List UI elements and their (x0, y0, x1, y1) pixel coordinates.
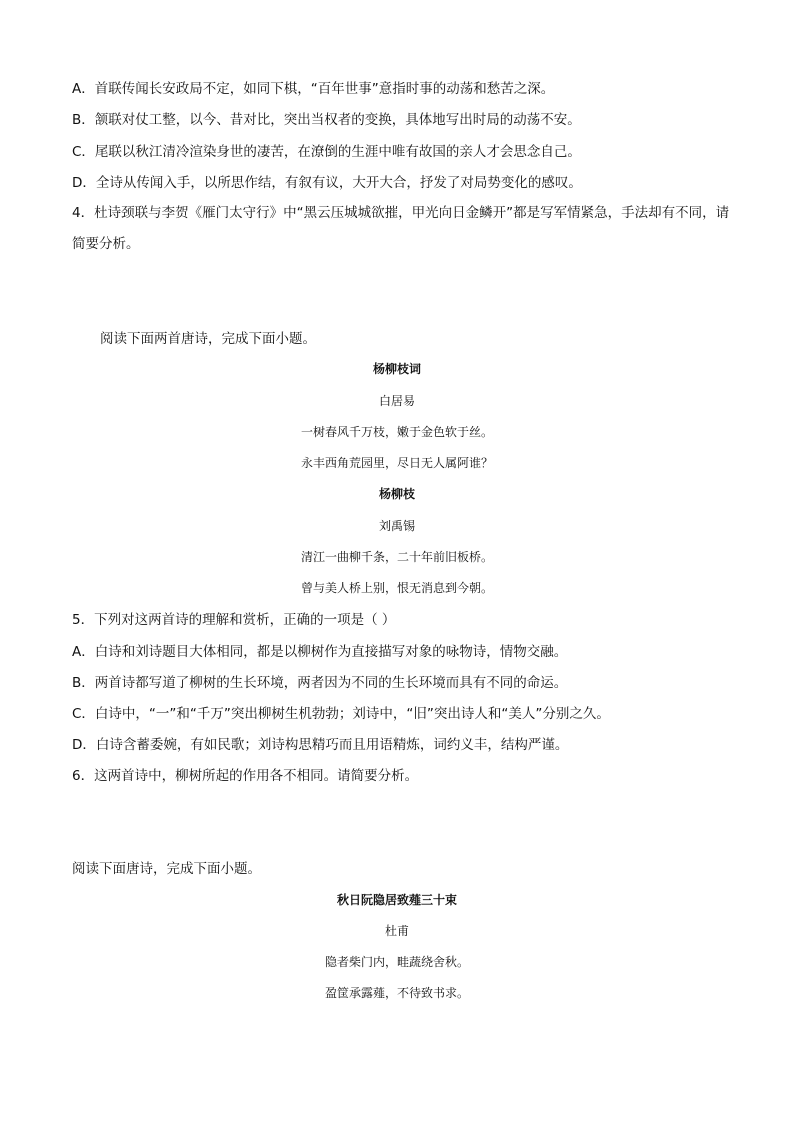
question-6: 6．这两首诗中，柳树所起的作用各不相同。请简要分析。 (72, 768, 419, 784)
poem-2-title: 杨柳枝 (378, 487, 415, 501)
option-a: A．首联传闻长安政局不定，如同下棋，“百年世事”意指时事的动荡和愁苦之深。 (72, 81, 555, 97)
q5-option-b: B．两首诗都写道了柳树的生长环境，两者因为不同的生长环境而具有不同的命运。 (72, 675, 568, 691)
q5-option-a: A．白诗和刘诗题目大体相同，都是以柳树作为直接描写对象的咏物诗，情物交融。 (72, 644, 568, 660)
poem-2-author: 刘禹锡 (378, 519, 415, 533)
option-b: B．颔联对仗工整，以今、昔对比，突出当权者的变换，具体地写出时局的动荡不安。 (72, 112, 581, 128)
q5-option-d: D．白诗含蓄委婉，有如民歌；刘诗构思精巧而且用语精炼，词约义丰，结构严谨。 (72, 737, 569, 753)
question-5: 5．下列对这两首诗的理解和赏析，正确的一项是（ ） (72, 612, 396, 628)
poem-3-title: 秋日阮隐居致薤三十束 (336, 893, 457, 907)
poem-1-author: 白居易 (378, 394, 415, 408)
poem-2-line-1: 清江一曲柳千条，二十年前旧板桥。 (300, 550, 493, 564)
question-4: 4．杜诗颈联与李贺《雁门太守行》中“黑云压城城欲摧，甲光向日金鳞开”都是写军情紧急，手法却有不同，请简要分析。 (72, 205, 730, 252)
poem-2-line-2: 曾与美人桥上别，恨无消息到今朝。 (300, 581, 493, 595)
poem-1-title: 杨柳枝词 (372, 362, 421, 376)
poem-1-line-1: 一树春风千万枝，嫩于金色软于丝。 (300, 425, 493, 439)
option-d: D．全诗从传闻入手，以所思作结，有叙有议，大开大合，抒发了对局势变化的感叹。 (72, 175, 582, 191)
poem-1-line-2: 永丰西角荒园里，尽日无人属阿谁？ (300, 456, 493, 470)
option-c: C．尾联以秋江清冷渲染身世的凄苦，在潦倒的生涯中唯有故国的亲人才会思念自己。 (72, 144, 581, 160)
poem-3-line-1: 隐者柴门内，畦蔬绕舍秋。 (324, 955, 469, 969)
section-2-intro: 阅读下面两首唐诗，完成下面小题。 (100, 331, 316, 347)
q5-option-c: C．白诗中，“一”和“千万”突出柳树生机勃勃；刘诗中，“旧”突出诗人和“美人”分别之久。 (72, 706, 610, 722)
poem-3-line-2: 盈筐承露薤，不待致书求。 (324, 986, 469, 1000)
section-3-intro: 阅读下面唐诗，完成下面小题。 (72, 861, 261, 877)
poem-3-author: 杜甫 (384, 924, 409, 938)
